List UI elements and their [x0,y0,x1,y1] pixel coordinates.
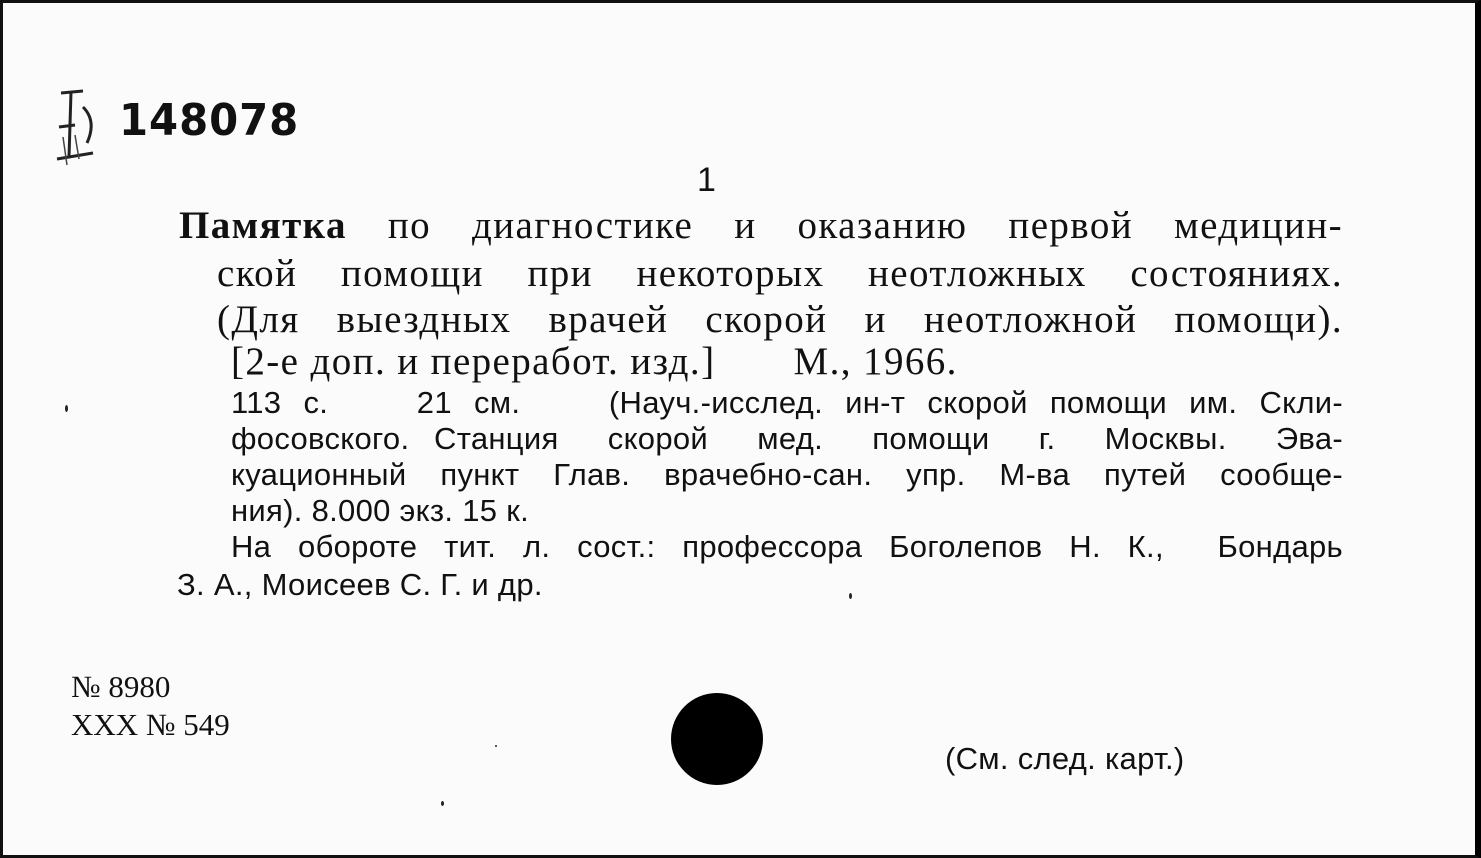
title-keyword: Памятка [179,204,347,247]
note-line-1: На обороте тит. л. сост.: профессора Боголепов Н. К., Бондарь [231,529,1343,564]
registry-number: № 8980 [71,669,171,704]
ink-speck [495,745,497,747]
description-line-1: 113 с. 21 см. (Науч.-исслед. ин-т скорой помощи им. Скли- [231,385,1343,420]
punch-hole [671,693,763,785]
edition-line: [2-е доп. и переработ. изд.] М., 1966. [231,340,958,383]
title-line-1-text: по диагностике и оказанию первой медицин- [387,204,1343,247]
ink-speck [441,801,444,806]
description-line-4: ния). 8.000 экз. 15 к. [231,493,529,528]
note-line-2: З. А., Моисеев С. Г. и др. [177,567,543,602]
series-number: XXX № 549 [71,707,230,742]
library-stamp-mark [53,87,101,173]
ink-speck [849,593,852,599]
title-line-1 [179,203,1343,248]
continuation-note: (См. след. карт.) [945,741,1185,776]
title-line-2: ской помощи при некоторых неотложных состояниях. [217,252,1343,295]
title-line-3: (Для выездных врачей скорой и неотложной помощи). [217,298,1343,341]
card-sequence-number: 1 [697,161,716,199]
description-line-2: фосовского. Станция скорой мед. помощи г. Москвы. Эва- [231,421,1343,456]
ink-speck [65,405,68,412]
description-line-3: куационный пункт Глав. врачебно-сан. упр. М-ва путей сообще- [231,457,1343,492]
handwritten-inventory-code: 148078 [119,95,300,146]
